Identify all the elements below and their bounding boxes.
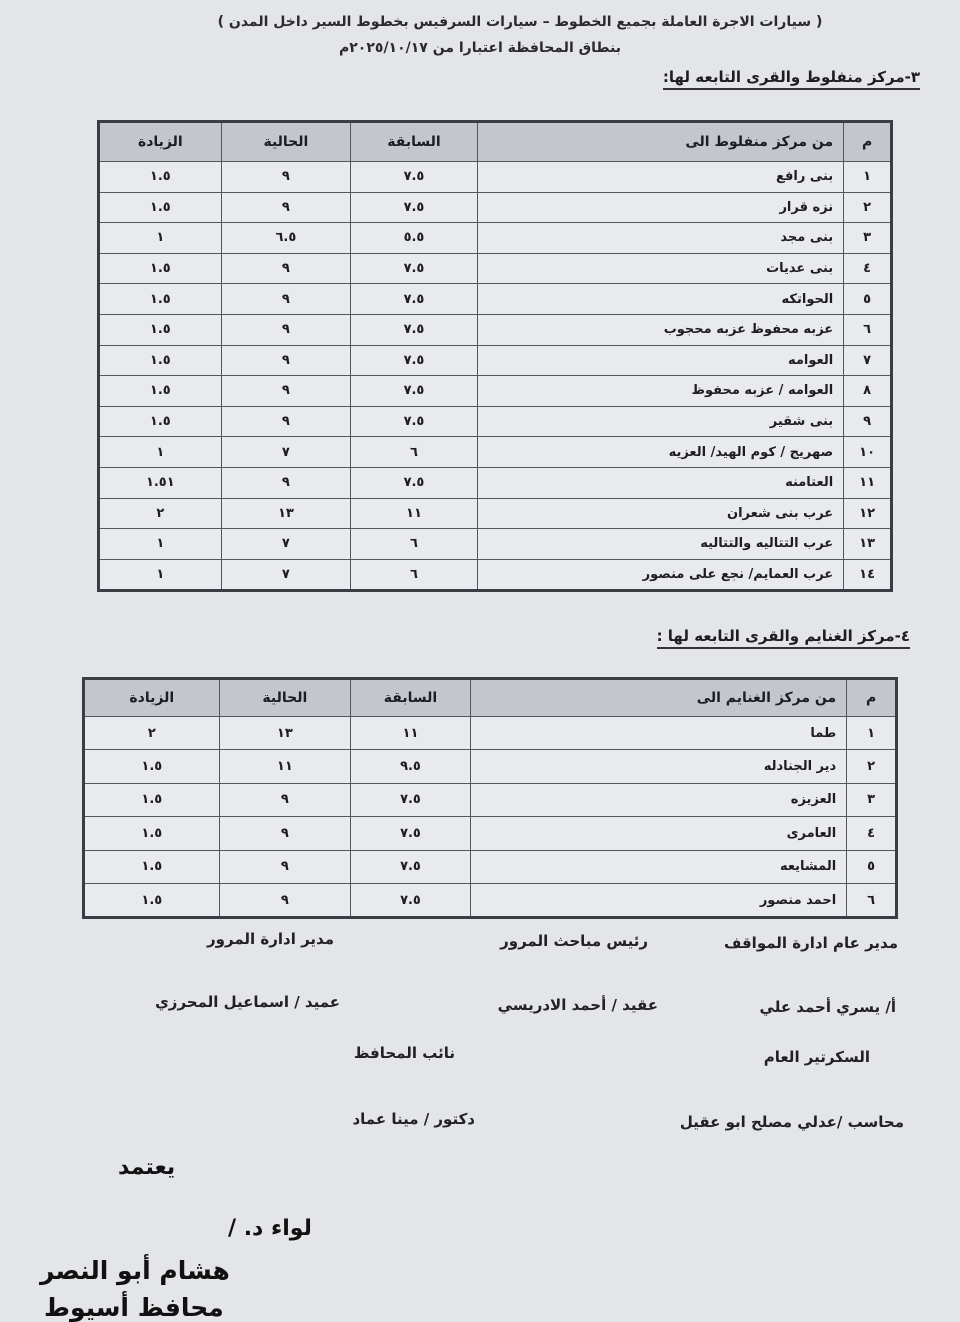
table-row	[99, 284, 892, 315]
cell-index: ١٤	[844, 559, 892, 591]
cell-current-fare: ٩	[219, 817, 351, 850]
table-row	[99, 406, 892, 437]
cell-previous-fare: ٦	[351, 559, 478, 591]
column-header-previous-fare: السابقة	[351, 679, 471, 717]
title-deputy-governor: نائب المحافظ	[353, 1044, 455, 1062]
cell-previous-fare: ٧.٥	[351, 314, 478, 345]
cell-current-fare: ٧	[221, 437, 351, 468]
cell-destination: المشايعه	[470, 850, 846, 883]
cell-index: ٢	[847, 750, 897, 783]
cell-destination: العوامه / عزبه محفوظ	[477, 376, 843, 407]
governor-name: هشام أبو النصر	[40, 1256, 230, 1285]
cell-increase: ١.٥	[84, 850, 220, 883]
header-line-2: بنطاق المحافظة اعتبارا من ٢٠٢٥/١٠/١٧م	[339, 40, 621, 56]
cell-increase: ١.٥	[99, 345, 222, 376]
cell-increase: ١	[99, 529, 222, 560]
cell-current-fare: ٩	[221, 345, 351, 376]
cell-index: ٦	[844, 314, 892, 345]
name-parking-director: أ/ يسري أحمد علي	[759, 998, 896, 1016]
cell-index: ١١	[844, 467, 892, 498]
column-header-current-fare: الحالية	[219, 679, 351, 717]
cell-index: ٥	[844, 284, 892, 315]
cell-index: ٣	[847, 783, 897, 816]
cell-previous-fare: ٦	[351, 437, 478, 468]
cell-increase: ١.٥	[99, 253, 222, 284]
column-header-index: م	[844, 122, 892, 162]
approval-label: يعتمد	[118, 1155, 176, 1180]
column-header-increase: الزيادة	[99, 122, 222, 162]
cell-destination: بنى شقير	[477, 406, 843, 437]
cell-index: ٩	[844, 406, 892, 437]
column-header-destination: من مركز منفلوط الى	[477, 122, 843, 162]
cell-destination: طما	[470, 717, 846, 750]
cell-destination: صهريج / كوم الهيد/ العزيه	[477, 437, 843, 468]
name-secretary-general: محاسب /عدلي مصلح ابو عقيل	[679, 1113, 904, 1131]
cell-current-fare: ١١	[219, 750, 351, 783]
title-traffic-investigations: رئيس مباحث المرور	[500, 932, 648, 950]
table-row	[99, 192, 892, 223]
cell-previous-fare: ٧.٥	[351, 376, 478, 407]
cell-previous-fare: ٧.٥	[351, 345, 478, 376]
section-3-title: ٣-مركز منفلوط والقرى التابعه لها:	[663, 68, 920, 90]
cell-previous-fare: ٥.٥	[351, 223, 478, 254]
cell-destination: عرب التتاليه والتتاليه	[477, 529, 843, 560]
cell-increase: ١.٥	[84, 817, 220, 850]
name-traffic-investigations: عقيد / أحمد الادريسي	[497, 996, 658, 1014]
fares-table-manfalout	[97, 120, 893, 592]
cell-current-fare: ٩	[221, 284, 351, 315]
column-header-index: م	[847, 679, 897, 717]
cell-current-fare: ٩	[219, 883, 351, 917]
governor-rank: لواء د. /	[228, 1216, 312, 1241]
cell-previous-fare: ٧.٥	[351, 406, 478, 437]
section-4-title: ٤-مركز الغنايم والقرى التابعه لها :	[657, 627, 910, 649]
cell-previous-fare: ٩.٥	[351, 750, 471, 783]
table-row	[99, 498, 892, 529]
cell-previous-fare: ٧.٥	[351, 284, 478, 315]
cell-current-fare: ٩	[221, 162, 351, 193]
cell-destination: الحواتكه	[477, 284, 843, 315]
name-deputy-governor: دكتور / مينا عماد	[352, 1110, 475, 1128]
cell-index: ٤	[847, 817, 897, 850]
cell-current-fare: ٩	[221, 376, 351, 407]
cell-destination: العتامنه	[477, 467, 843, 498]
cell-current-fare: ٩	[221, 253, 351, 284]
cell-current-fare: ١٣	[219, 717, 351, 750]
table-row	[99, 162, 892, 193]
cell-index: ١	[844, 162, 892, 193]
cell-increase: ١.٥	[99, 284, 222, 315]
table-row	[99, 223, 892, 254]
cell-current-fare: ٩	[219, 783, 351, 816]
cell-index: ٦	[847, 883, 897, 917]
cell-index: ١٠	[844, 437, 892, 468]
cell-previous-fare: ١١	[351, 717, 471, 750]
cell-current-fare: ٧	[221, 559, 351, 591]
table-row	[99, 376, 892, 407]
cell-index: ٥	[847, 850, 897, 883]
cell-destination: دير الجنادله	[470, 750, 846, 783]
cell-increase: ١	[99, 559, 222, 591]
cell-increase: ١.٥	[99, 314, 222, 345]
table-row	[84, 817, 897, 850]
table-row	[99, 345, 892, 376]
cell-increase: ١.٥	[99, 192, 222, 223]
cell-previous-fare: ٧.٥	[351, 783, 471, 816]
cell-increase: ١	[99, 437, 222, 468]
cell-index: ١٢	[844, 498, 892, 529]
cell-index: ٤	[844, 253, 892, 284]
title-secretary-general: السكرتير العام	[763, 1048, 870, 1066]
table-row	[84, 850, 897, 883]
table-row	[99, 253, 892, 284]
cell-destination: العزيزه	[470, 783, 846, 816]
cell-previous-fare: ٧.٥	[351, 162, 478, 193]
cell-increase: ١.٥	[84, 750, 220, 783]
cell-previous-fare: ٧.٥	[351, 253, 478, 284]
cell-index: ٢	[844, 192, 892, 223]
cell-destination: عرب بنى شعران	[477, 498, 843, 529]
cell-increase: ١.٥	[99, 162, 222, 193]
cell-current-fare: ٩	[219, 850, 351, 883]
cell-destination: العوامه	[477, 345, 843, 376]
table-row	[84, 717, 897, 750]
cell-destination: عزبه محفوظ عزبه محجوب	[477, 314, 843, 345]
cell-previous-fare: ٧.٥	[351, 192, 478, 223]
table-row	[84, 883, 897, 917]
governor-title: محافظ أسيوط	[44, 1293, 224, 1322]
cell-increase: ١.٥	[84, 883, 220, 917]
fares-table-ghanayem	[82, 677, 898, 919]
cell-current-fare: ١٣	[221, 498, 351, 529]
table-row	[99, 529, 892, 560]
table-row	[99, 314, 892, 345]
title-parking-director: مدير عام ادارة المواقف	[724, 934, 898, 952]
cell-current-fare: ٦.٥	[221, 223, 351, 254]
cell-increase: ١.٥	[84, 783, 220, 816]
cell-increase: ١.٥	[99, 406, 222, 437]
cell-increase: ٢	[84, 717, 220, 750]
cell-current-fare: ٩	[221, 406, 351, 437]
cell-previous-fare: ٧.٥	[351, 467, 478, 498]
name-traffic-director: عميد / اسماعيل المحرزي	[155, 993, 340, 1011]
column-header-destination: من مركز الغنايم الى	[470, 679, 846, 717]
cell-previous-fare: ٦	[351, 529, 478, 560]
cell-index: ١٣	[844, 529, 892, 560]
cell-previous-fare: ٧.٥	[351, 817, 471, 850]
cell-destination: العامرى	[470, 817, 846, 850]
table-row	[99, 559, 892, 591]
column-header-current-fare: الحالية	[221, 122, 351, 162]
column-header-previous-fare: السابقة	[351, 122, 478, 162]
cell-destination: بنى رافع	[477, 162, 843, 193]
cell-index: ١	[847, 717, 897, 750]
cell-index: ٣	[844, 223, 892, 254]
cell-index: ٧	[844, 345, 892, 376]
table-row	[99, 467, 892, 498]
cell-current-fare: ٩	[221, 192, 351, 223]
table-row	[84, 750, 897, 783]
cell-increase: ١	[99, 223, 222, 254]
cell-increase: ١.٥١	[99, 467, 222, 498]
cell-increase: ٢	[99, 498, 222, 529]
table-row	[99, 437, 892, 468]
cell-index: ٨	[844, 376, 892, 407]
cell-current-fare: ٩	[221, 467, 351, 498]
title-traffic-director: مدير ادارة المرور	[207, 930, 334, 948]
cell-destination: عرب العمايم/ نجع على منصور	[477, 559, 843, 591]
cell-increase: ١.٥	[99, 376, 222, 407]
column-header-increase: الزيادة	[84, 679, 220, 717]
cell-destination: بنى عديات	[477, 253, 843, 284]
header-line-1: ( سيارات الاجرة العاملة بجميع الخطوط – سيارات السرفيس بخطوط السير داخل المدن )	[217, 14, 823, 30]
cell-previous-fare: ١١	[351, 498, 478, 529]
cell-destination: بنى مجد	[477, 223, 843, 254]
cell-current-fare: ٧	[221, 529, 351, 560]
cell-previous-fare: ٧.٥	[351, 850, 471, 883]
cell-previous-fare: ٧.٥	[351, 883, 471, 917]
cell-destination: نزه قرار	[477, 192, 843, 223]
cell-destination: احمد منصور	[470, 883, 846, 917]
cell-current-fare: ٩	[221, 314, 351, 345]
table-row	[84, 783, 897, 816]
